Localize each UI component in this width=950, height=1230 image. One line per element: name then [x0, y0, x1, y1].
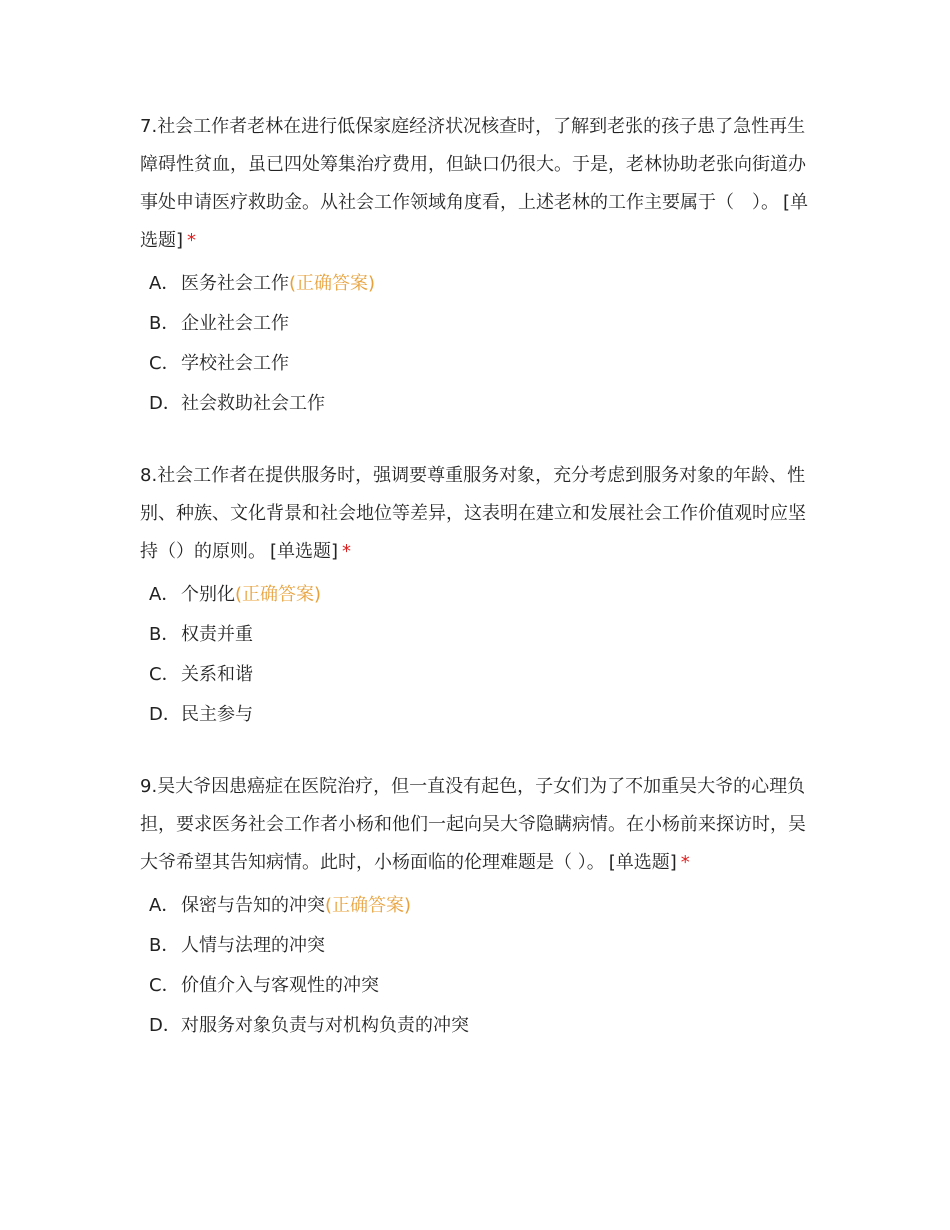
option-letter: C． — [149, 353, 180, 374]
option-text: 个别化 — [181, 584, 235, 605]
question-body: 社会工作者在提供服务时，强调要尊重服务对象，充分考虑到服务对象的年龄、性别、种族、文化背景和社会地位等差异，这表明在建立和发展社会工作价值观时应坚持（）的原则。 — [140, 465, 806, 562]
question-8 — [140, 457, 820, 735]
option-text: 企业社会工作 — [181, 313, 289, 334]
question-text — [140, 768, 820, 882]
option-letter: D． — [149, 704, 181, 725]
required-mark: * — [680, 852, 690, 873]
option-letter: B． — [149, 935, 180, 956]
option-letter: A． — [149, 273, 180, 294]
option-text: 民主参与 — [181, 704, 253, 725]
question-7 — [140, 108, 820, 424]
option-d[interactable] — [140, 695, 820, 735]
question-number: 8. — [140, 465, 158, 486]
question-9 — [140, 768, 820, 1046]
option-letter: A． — [149, 895, 180, 916]
option-list — [140, 575, 820, 735]
quiz-page — [140, 108, 820, 1079]
option-letter: B． — [149, 624, 180, 645]
option-b[interactable] — [140, 615, 820, 655]
option-text: 社会救助社会工作 — [181, 393, 325, 414]
option-c[interactable] — [140, 344, 820, 384]
required-mark: * — [342, 541, 352, 562]
option-list — [140, 264, 820, 424]
option-text: 价值介入与客观性的冲突 — [181, 975, 379, 996]
option-letter: D． — [149, 1015, 181, 1036]
option-b[interactable] — [140, 304, 820, 344]
option-letter: D． — [149, 393, 181, 414]
required-mark: * — [187, 230, 197, 251]
question-number: 7. — [140, 116, 158, 137]
option-a[interactable] — [140, 264, 820, 304]
option-text: 保密与告知的冲突 — [181, 895, 325, 916]
question-number: 9. — [140, 776, 158, 797]
option-letter: B． — [149, 313, 180, 334]
option-text: 权责并重 — [181, 624, 253, 645]
option-c[interactable] — [140, 655, 820, 695]
option-text: 对服务对象负责与对机构负责的冲突 — [181, 1015, 469, 1036]
option-b[interactable] — [140, 926, 820, 966]
option-a[interactable] — [140, 886, 820, 926]
option-d[interactable] — [140, 1006, 820, 1046]
question-type: [单选题] — [270, 541, 339, 562]
option-text: 医务社会工作 — [181, 273, 289, 294]
option-c[interactable] — [140, 966, 820, 1006]
option-list — [140, 886, 820, 1046]
option-text: 关系和谐 — [181, 664, 253, 685]
correct-answer-label: (正确答案) — [235, 584, 322, 605]
question-type: [单选题] — [608, 852, 677, 873]
question-text — [140, 108, 820, 260]
option-letter: C． — [149, 664, 180, 685]
question-type: [单选题] — [140, 192, 809, 251]
question-body: 吴大爷因患癌症在医院治疗，但一直没有起色，子女们为了不加重吴大爷的心理负担，要求医务社会工作者小杨和他们一起向吴大爷隐瞒病情。在小杨前来探访时，吴大爷希望其告知病情。此时，小杨面临的伦理难题是（ ）。 — [140, 776, 806, 873]
option-letter: C． — [149, 975, 180, 996]
correct-answer-label: (正确答案) — [325, 895, 412, 916]
option-a[interactable] — [140, 575, 820, 615]
question-body: 社会工作者老林在进行低保家庭经济状况核查时，了解到老张的孩子患了急性再生障碍性贫血，虽已四处筹集治疗费用，但缺口仍很大。于是，老林协助老张向街道办事处申请医疗救助金。从社会工作领域角度看，上述老林的工作主要属于（ ）。 — [140, 116, 806, 213]
option-text: 学校社会工作 — [181, 353, 289, 374]
correct-answer-label: (正确答案) — [289, 273, 376, 294]
option-letter: A． — [149, 584, 180, 605]
question-text — [140, 457, 820, 571]
option-text: 人情与法理的冲突 — [181, 935, 325, 956]
option-d[interactable] — [140, 384, 820, 424]
